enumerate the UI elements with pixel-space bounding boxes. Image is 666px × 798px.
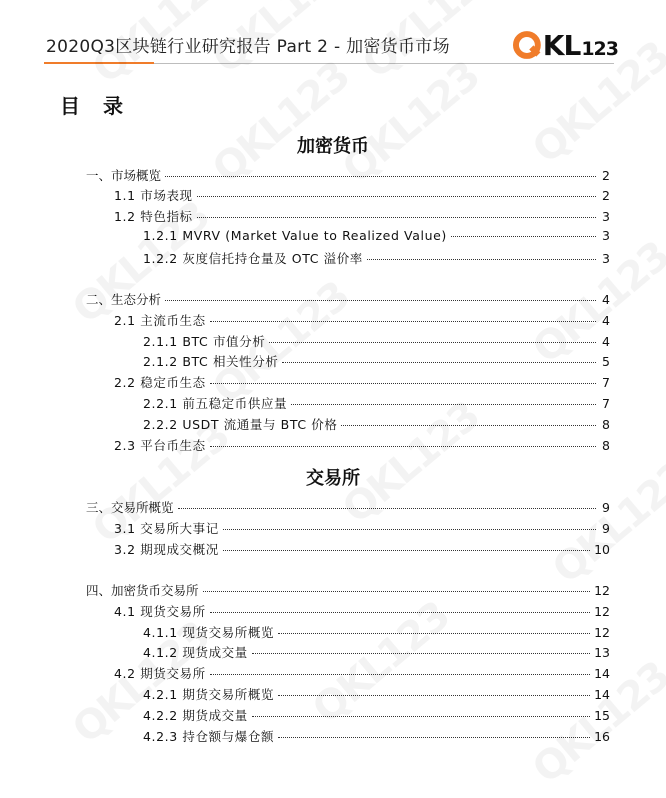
dot-leader xyxy=(252,653,590,654)
logo-number: 123 xyxy=(581,38,618,60)
toc-entry[interactable] xyxy=(114,664,610,684)
toc-entry-page: 9 xyxy=(602,521,610,536)
toc-entry[interactable] xyxy=(114,540,610,560)
toc-entry[interactable] xyxy=(114,436,610,456)
toc-entry-page: 12 xyxy=(594,583,610,598)
dot-leader xyxy=(165,176,596,177)
qkl123-logo xyxy=(512,28,618,62)
toc-entry-label: 2.2.1 前五稳定币供应量 xyxy=(143,396,288,411)
dot-leader xyxy=(210,383,596,384)
toc-entry-page: 4 xyxy=(602,334,610,349)
dot-leader xyxy=(210,321,596,322)
dot-leader xyxy=(451,236,596,237)
toc-entry-label: 4.1 现货交易所 xyxy=(114,604,206,619)
toc-entry-page: 7 xyxy=(602,396,610,411)
toc-entry-label: 一、市场概览 xyxy=(86,168,162,183)
toc-entry[interactable] xyxy=(114,519,610,539)
dot-leader xyxy=(341,425,596,426)
toc-entry[interactable] xyxy=(114,602,610,622)
dot-leader xyxy=(278,737,590,738)
toc-entry-label: 4.1.1 现货交易所概览 xyxy=(143,625,275,640)
page-header xyxy=(0,0,666,66)
toc-entry-label: 3.2 期现成交概况 xyxy=(114,542,219,557)
toc-entry[interactable] xyxy=(143,394,610,414)
dot-leader xyxy=(210,674,590,675)
toc-entry-page: 3 xyxy=(602,251,610,266)
toc-entry-page: 10 xyxy=(594,542,610,557)
toc-entry-label: 三、交易所概览 xyxy=(86,500,174,515)
toc-entry-label: 1.2.1 MVRV (Market Value to Realized Value) xyxy=(143,228,447,243)
toc-entry-page: 3 xyxy=(602,228,610,243)
toc-entry-label: 4.2.1 期货交易所概览 xyxy=(143,687,275,702)
toc-entry-label: 1.2.2 灰度信托持仓量及 OTC 溢价率 xyxy=(143,251,363,266)
toc-entry-page: 16 xyxy=(594,729,610,744)
q-logo-icon xyxy=(512,30,542,60)
toc-entry[interactable] xyxy=(143,727,610,747)
toc-heading: 目 录 xyxy=(60,94,131,118)
toc-entry-label: 4.1.2 现货成交量 xyxy=(143,645,248,660)
toc-entry-label: 2.3 平台币生态 xyxy=(114,438,206,453)
toc-entry-page: 12 xyxy=(594,604,610,619)
toc-entry-page: 2 xyxy=(602,168,610,183)
toc-entry-label: 2.1.1 BTC 市值分析 xyxy=(143,334,266,349)
toc-entry-page: 7 xyxy=(602,375,610,390)
toc-entry[interactable] xyxy=(86,166,610,186)
header-accent-rule xyxy=(44,62,154,64)
dot-leader xyxy=(291,404,596,405)
toc-entry-label: 4.2.3 持仓额与爆仓额 xyxy=(143,729,275,744)
toc-entry-page: 14 xyxy=(594,687,610,702)
section-title: 交易所 xyxy=(306,468,360,489)
toc-entry-page: 8 xyxy=(602,417,610,432)
toc-entry[interactable] xyxy=(143,228,610,248)
toc-entry-label: 4.2.2 期货成交量 xyxy=(143,708,248,723)
toc-entry-page: 2 xyxy=(602,188,610,203)
toc-entry-label: 2.1 主流币生态 xyxy=(114,313,206,328)
toc-entry-page: 9 xyxy=(602,500,610,515)
toc-entry[interactable] xyxy=(143,352,610,372)
toc-entry-label: 2.2 稳定币生态 xyxy=(114,375,206,390)
dot-leader xyxy=(203,591,591,592)
header-divider xyxy=(154,63,614,64)
toc-entry-page: 12 xyxy=(594,625,610,640)
toc-entry[interactable] xyxy=(143,685,610,705)
dot-leader xyxy=(197,196,596,197)
toc-entry-page: 14 xyxy=(594,666,610,681)
toc-entry[interactable] xyxy=(86,498,610,518)
toc-entry[interactable] xyxy=(143,706,610,726)
toc-entry-label: 1.2 特色指标 xyxy=(114,209,193,224)
toc-entry-label: 3.1 交易所大事记 xyxy=(114,521,219,536)
section-title: 加密货币 xyxy=(297,136,369,157)
toc-entry-page: 3 xyxy=(602,209,610,224)
toc-entry[interactable] xyxy=(143,623,610,643)
toc-entry-page: 15 xyxy=(594,708,610,723)
toc-entry-label: 四、加密货币交易所 xyxy=(86,583,199,598)
dot-leader xyxy=(223,529,596,530)
toc-entry[interactable] xyxy=(114,186,610,206)
dot-leader xyxy=(278,633,590,634)
dot-leader xyxy=(367,259,596,260)
dot-leader xyxy=(252,716,590,717)
toc-entry-page: 5 xyxy=(602,354,610,369)
dot-leader xyxy=(269,342,596,343)
toc-entry-page: 8 xyxy=(602,438,610,453)
dot-leader xyxy=(210,446,596,447)
dot-leader xyxy=(210,612,590,613)
toc-entry[interactable] xyxy=(143,415,610,435)
dot-leader xyxy=(178,508,596,509)
toc-entry[interactable] xyxy=(143,249,610,269)
toc-entry-page: 4 xyxy=(602,292,610,307)
toc-entry[interactable] xyxy=(114,373,610,393)
dot-leader xyxy=(165,300,596,301)
logo-text: KL xyxy=(542,28,581,62)
toc-entry-label: 2.2.2 USDT 流通量与 BTC 价格 xyxy=(143,417,338,432)
toc-entry[interactable] xyxy=(143,643,610,663)
toc-entry-page: 4 xyxy=(602,313,610,328)
toc-entry[interactable] xyxy=(143,332,610,352)
report-title: 2020Q3区块链行业研究报告 Part 2 - 加密货币市场 xyxy=(46,37,450,57)
toc-entry-label: 二、生态分析 xyxy=(86,292,162,307)
toc-entry-label: 1.1 市场表现 xyxy=(114,188,193,203)
toc-entry-label: 2.1.2 BTC 相关性分析 xyxy=(143,354,279,369)
toc-entry-page: 13 xyxy=(594,645,610,660)
toc-entry-label: 4.2 期货交易所 xyxy=(114,666,206,681)
toc-entry[interactable] xyxy=(114,207,610,227)
dot-leader xyxy=(223,550,590,551)
toc-entry[interactable] xyxy=(86,581,610,601)
dot-leader xyxy=(278,695,590,696)
dot-leader xyxy=(282,362,596,363)
toc-entry[interactable] xyxy=(86,290,610,310)
dot-leader xyxy=(197,217,596,218)
toc-entry[interactable] xyxy=(114,311,610,331)
